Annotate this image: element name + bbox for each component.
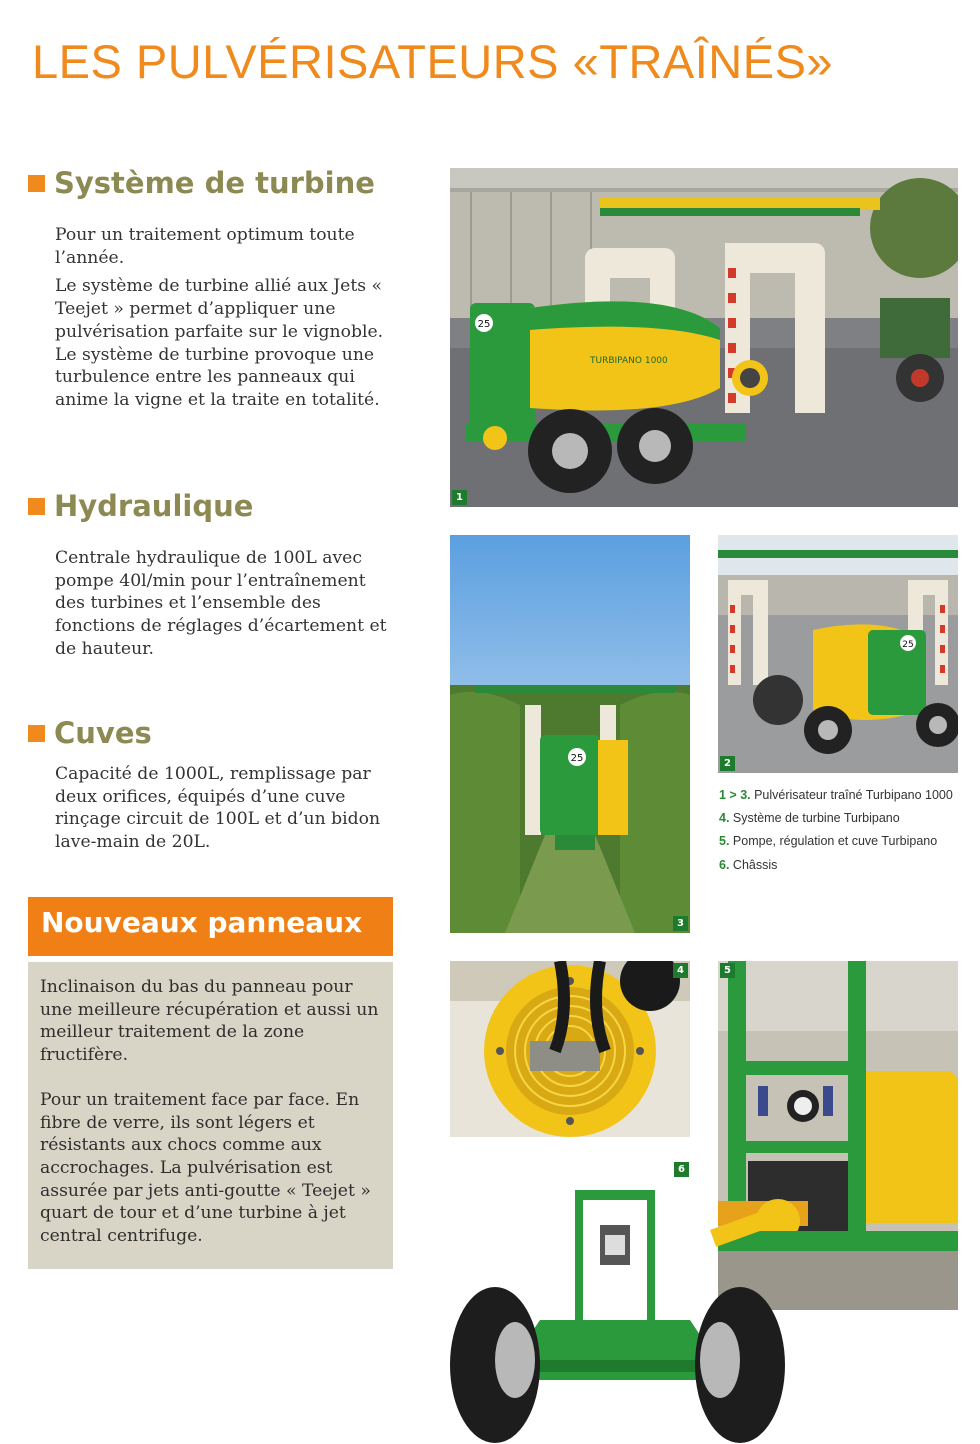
photo-badge: 6 xyxy=(674,1162,689,1177)
photo-sprayer-side xyxy=(450,168,958,507)
highlight-heading-box xyxy=(28,897,393,956)
photo-sprayer-vineyard xyxy=(450,535,690,933)
section-body-hydraulique: Centrale hydraulique de 100L avec pompe 40l/min pour l’entraînement des turbines et l’ensemble des fonctions de réglages d’écartement et de hauteur. xyxy=(55,548,387,659)
caption-4: 4. Système de turbine Turbipano xyxy=(719,811,900,825)
highlight-heading: Nouveaux panneaux xyxy=(41,906,363,939)
orange-square-bullet xyxy=(28,725,45,742)
photo-turbine xyxy=(450,961,690,1137)
highlight-paragraph: Inclinaison du bas du panneau pour une meilleure récupération et aussi un meilleur traitement de la zone fructifère. xyxy=(40,977,379,1066)
caption-1-3: 1 > 3. Pulvérisateur traîné Turbipano 1000 xyxy=(719,788,953,802)
orange-square-bullet xyxy=(28,498,45,515)
section-heading-hydraulique: Hydraulique xyxy=(28,489,253,523)
photo-sprayer-rear xyxy=(718,535,958,773)
section-body-turbine: Pour un traitement optimum toute l’année. Le système de turbine allié aux Jets « Teejet » permet d’appliquer une pulvérisation parfaite sur le vignoble. Le système de turbine provoque une turbulence entre les panneaux qui anime la vigne et la traite en totalité. xyxy=(55,225,384,410)
highlight-body-box xyxy=(28,962,393,1269)
caption-5: 5. Pompe, régulation et cuve Turbipano xyxy=(719,834,938,848)
photo-badge: 5 xyxy=(720,963,735,978)
orange-square-bullet xyxy=(28,175,45,192)
tank-number: 25 xyxy=(570,753,584,764)
tank-number: 25 xyxy=(477,319,491,330)
section-heading-turbine: Système de turbine xyxy=(28,166,375,200)
section-body-cuves: Capacité de 1000L, remplissage par deux orifices, équipés d’une cuve rinçage circuit de 100L et d’un bidon lave-main de 20L. xyxy=(55,764,381,853)
tank-label: TURBIPANO 1000 xyxy=(590,356,668,366)
photo-badge: 1 xyxy=(452,490,467,505)
page-title: LES PULVÉRISATEURS «TRAÎNÉS» xyxy=(32,35,834,88)
caption-6: 6. Châssis xyxy=(719,858,778,872)
photo-chassis xyxy=(440,1160,795,1444)
highlight-paragraph: Pour un traitement face par face. En fibre de verre, ils sont légers et résistants aux chocs comme aux accrochages. La pulvérisation est assurée par jets anti-goutte « Teejet » quart de tour et d’une turbine à jet central centrifuge. xyxy=(40,1089,371,1247)
tank-number: 25 xyxy=(902,640,914,650)
section-heading-cuves: Cuves xyxy=(28,716,152,750)
photo-badge: 2 xyxy=(720,756,735,771)
photo-badge: 4 xyxy=(673,963,688,978)
photo-badge: 3 xyxy=(673,916,688,931)
